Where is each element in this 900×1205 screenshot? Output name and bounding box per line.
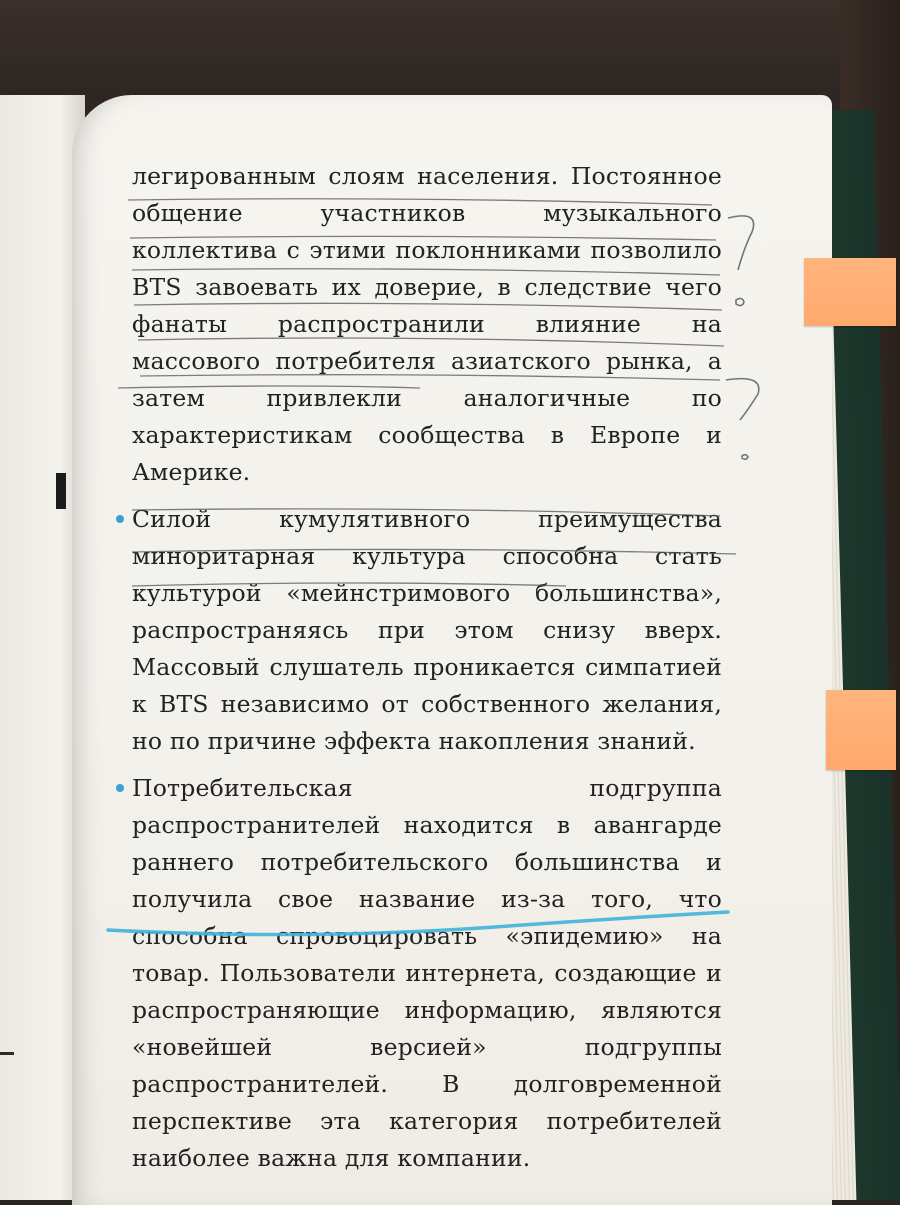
left-page-scribble [0,1052,14,1055]
paragraph-continued: легированным слоям населения. Постоянное общение участников музыкального коллектива с этими поклонниками позволило BTS завоевать их доверие, в следствие чего фанаты распространили влияние на массового потребителя азиатского рынка, а затем привлекли аналогичные по характеристикам сообщества в Европе и Америке. [132,162,722,486]
sticky-tab-top[interactable] [804,258,896,326]
bullet-item-1 [132,501,722,760]
bullet-text: Силой кумулятивного преимущества миноритарная культура способна стать культурой «мейнстримового большинства», распространяясь при этом снизу вверх. Массовый слушатель проникается симпатией к BTS независимо от собственного желания, но по причине эффекта накопления знаний. [132,505,722,755]
bullet-dot [116,784,124,792]
bullet-item-2 [132,770,722,1177]
left-page-mark [56,473,66,509]
sticky-tab-bottom[interactable] [826,690,896,770]
page-text [132,158,722,1177]
bullet-text: Потребительская подгруппа распространителей находится в авангарде раннего потребительского большинства и получила свое название из-за того, что способна спровоцировать «эпидемию» на товар. Пользователи интернета, создающие и распространяющие информацию, являются «новейшей версией» подгруппы распространителей. В долговременной перспективе эта категория потребителей наиболее важна для компании. [132,774,722,1172]
bullet-dot [116,515,124,523]
